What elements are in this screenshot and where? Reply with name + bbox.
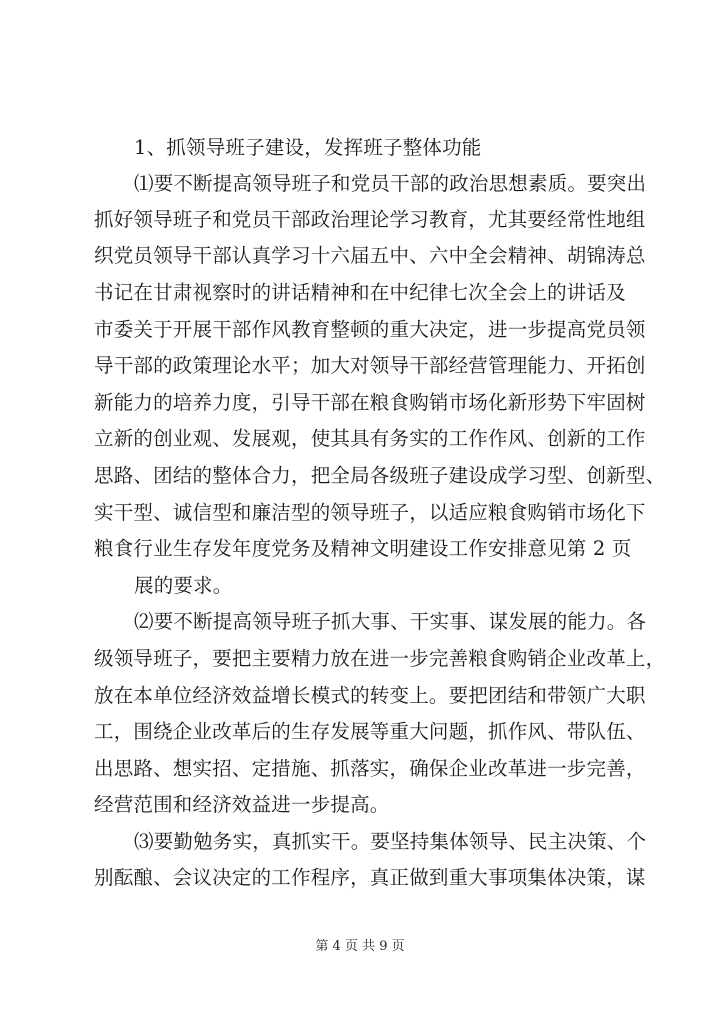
text-line: ⑶要勤勉务实，真抓实干。要坚持集体领导、民主决策、个 xyxy=(134,830,647,853)
text-line: 出思路、想实招、定措施、抓落实，确保企业改革进一步完善， xyxy=(94,757,646,780)
text-line: 粮食行业生存发年度党务及精神文明建设工作安排意见第 2 页 xyxy=(94,537,632,560)
text-line: ⑵要不断提高领导班子抓大事、干实事、谋发展的能力。各 xyxy=(134,610,647,633)
text-line: 市委关于开展干部作风教育整顿的重大决定，进一步提高党员领 xyxy=(94,318,646,341)
text-line: 抓好领导班子和党员干部政治理论学习教育，尤其要经常性地组 xyxy=(94,208,646,231)
text-line: 级领导班子，要把主要精力放在进一步完善粮食购销企业改革上， xyxy=(94,647,666,670)
section-heading: 1、抓领导班子建设，发挥班子整体功能 xyxy=(134,136,482,159)
text-line: 展的要求。 xyxy=(134,574,233,597)
text-line: ⑴要不断提高领导班子和党员干部的政治思想素质。要突出 xyxy=(134,172,647,195)
page-footer: 第 4 页 共 9 页 xyxy=(315,939,405,954)
text-line: 经营范围和经济效益进一步提高。 xyxy=(94,793,390,816)
text-line: 导干部的政策理论水平；加大对领导干部经营管理能力、开拓创 xyxy=(94,354,646,377)
text-line: 立新的创业观、发展观，使其具有务实的工作作风、创新的工作 xyxy=(94,427,646,450)
text-line: 书记在甘肃视察时的讲话精神和在中纪律七次全会上的讲话及 xyxy=(94,281,626,304)
text-line: 别酝酿、会议决定的工作程序，真正做到重大事项集体决策，谋 xyxy=(94,866,646,889)
text-line: 工，围绕企业改革后的生存发展等重大问题，抓作风、带队伍、 xyxy=(94,720,646,743)
text-line: 放在本单位经济效益增长模式的转变上。要把团结和带领广大职 xyxy=(94,684,646,707)
text-line: 思路、团结的整体合力，把全局各级班子建设成学习型、创新型、 xyxy=(94,464,666,487)
text-line: 织党员领导干部认真学习十六届五中、六中全会精神、胡锦涛总 xyxy=(94,244,646,267)
text-line: 实干型、诚信型和廉洁型的领导班子，以适应粮食购销市场化下 xyxy=(94,501,646,524)
text-line: 新能力的培养力度，引导干部在粮食购销市场化新形势下牢固树 xyxy=(94,391,646,414)
